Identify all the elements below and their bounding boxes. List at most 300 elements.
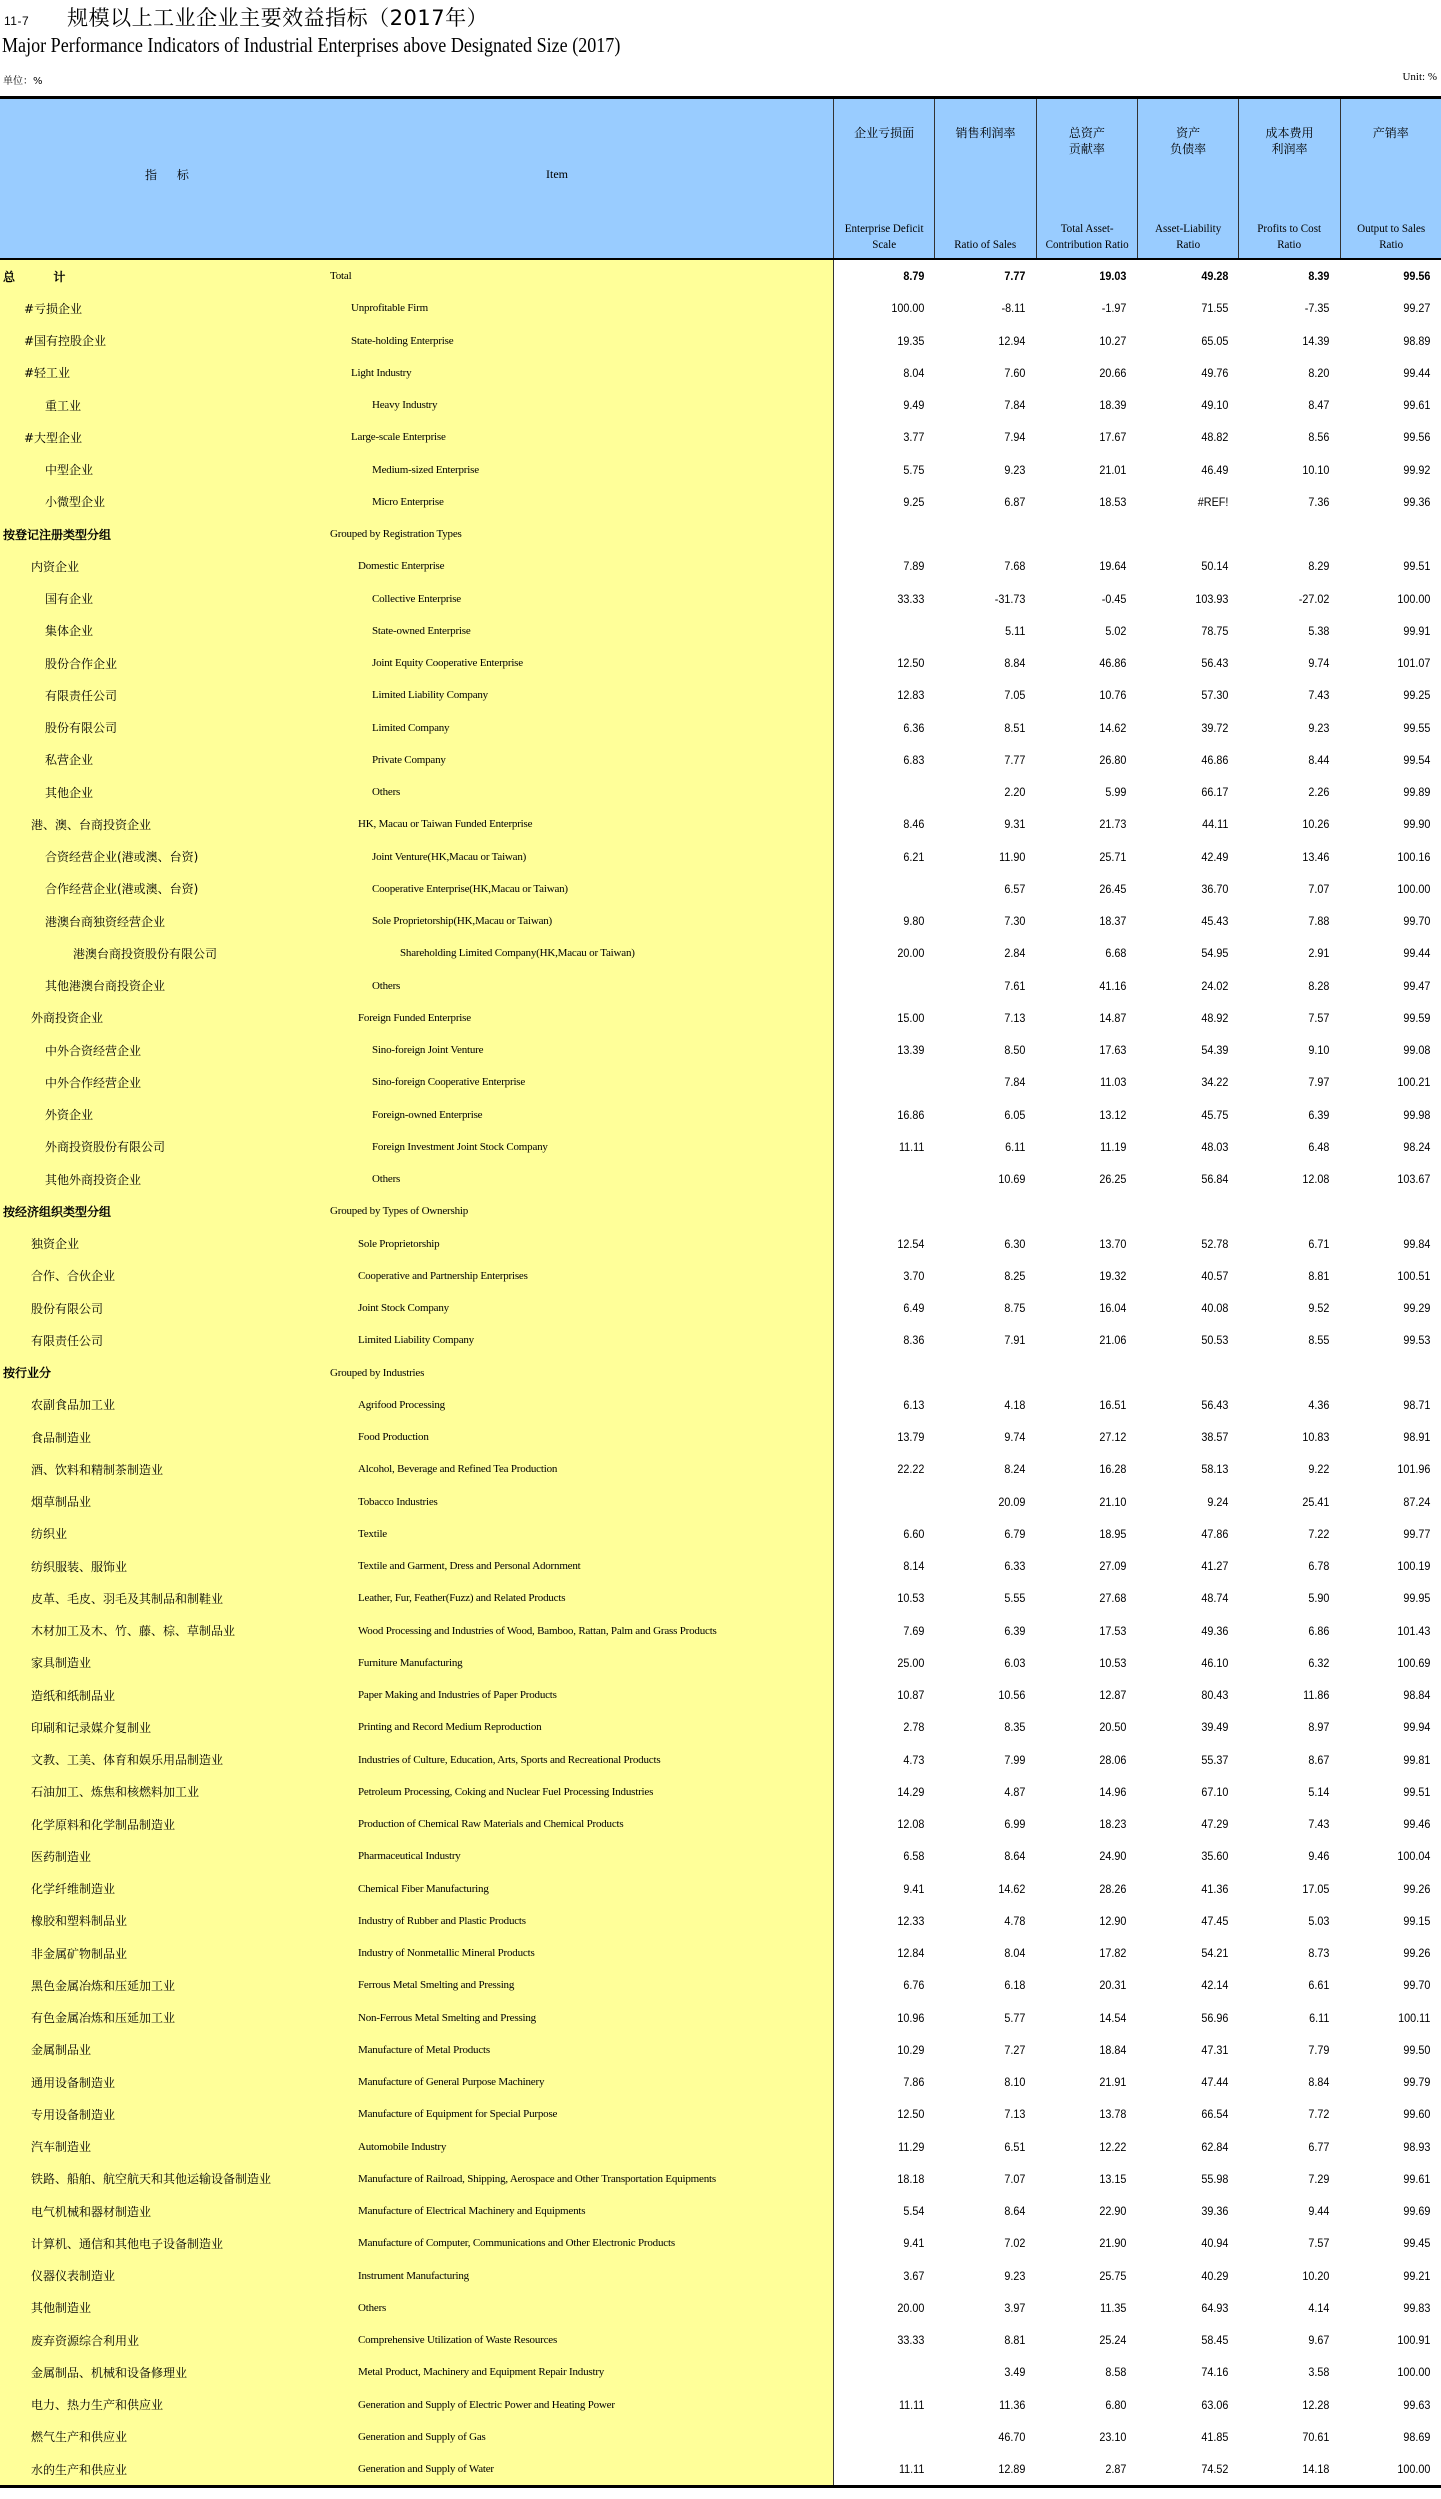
value-cell: 101.07 (1397, 656, 1431, 671)
value-cell: 103.67 (1397, 1172, 1431, 1187)
table-number: 11-7 (4, 14, 30, 28)
table-row-label (0, 2324, 833, 2356)
header-item-en: Item (546, 167, 568, 181)
value-cell: -8.11 (1001, 301, 1026, 316)
header-column-en: Enterprise Deficit Scale (844, 221, 924, 251)
table-body (0, 260, 1441, 2485)
table-row-label (0, 1550, 833, 1582)
table-title-cn (4, 2, 488, 32)
table-row-values (834, 2098, 1441, 2130)
value-cell: 28.26 (1099, 1881, 1127, 1896)
value-cell: 99.79 (1403, 2075, 1431, 2090)
table-row-label (0, 1615, 833, 1647)
value-cell: 16.04 (1099, 1301, 1127, 1316)
value-cell: 18.95 (1099, 1526, 1127, 1541)
value-cell: 74.52 (1200, 2462, 1228, 2477)
value-cell: 6.99 (1004, 1817, 1026, 1832)
value-cell: 8.75 (1004, 1301, 1026, 1316)
value-cell: 100.21 (1397, 1075, 1431, 1090)
row-label-cn: 合作、合伙企业 (31, 1269, 116, 1284)
value-cell: 3.49 (1004, 2365, 1026, 2380)
value-cell: 6.21 (903, 849, 925, 864)
row-label-cn: 有限责任公司 (31, 1333, 104, 1348)
row-label-cn: 国有企业 (45, 592, 94, 607)
row-label-en: Grouped by Types of Ownership (330, 1205, 469, 1218)
value-cell: 54.39 (1200, 1043, 1228, 1058)
value-cell: 3.70 (903, 1268, 925, 1283)
value-cell: 74.16 (1200, 2365, 1228, 2380)
value-cell: 5.03 (1308, 1913, 1330, 1928)
value-cell: 57.30 (1200, 688, 1228, 703)
value-cell: 6.11 (1308, 2010, 1330, 2025)
value-cell: 48.74 (1200, 1591, 1228, 1606)
value-cell: 18.23 (1099, 1817, 1127, 1832)
row-label-cn: 电力、热力生产和供应业 (31, 2398, 164, 2413)
value-cell: 10.87 (897, 1688, 925, 1703)
value-cell: 21.06 (1099, 1333, 1127, 1348)
table-row-values (834, 1518, 1441, 1550)
table-row-label (0, 2034, 833, 2066)
row-label-en: Ferrous Metal Smelting and Pressing (358, 1979, 515, 1992)
value-cell: 9.24 (1206, 1494, 1228, 1509)
table-row-label (0, 486, 833, 518)
row-label-cn: 燃气生产和供应业 (31, 2430, 128, 2445)
table-row-label (0, 583, 833, 615)
table-row-values (834, 2163, 1441, 2195)
row-label-cn: 港澳台商投资股份有限公司 (73, 946, 218, 961)
value-cell: 18.18 (897, 2171, 925, 2186)
table-row-values (834, 1002, 1441, 1034)
value-cell: 14.18 (1302, 2462, 1330, 2477)
row-label-cn: 独资企业 (31, 1237, 80, 1252)
value-cell: 5.77 (1004, 2010, 1026, 2025)
value-cell: 99.26 (1403, 1946, 1431, 1961)
row-label-en: Production of Chemical Raw Materials and Chemical Products (358, 1818, 624, 1831)
value-cell: 8.81 (1308, 1268, 1330, 1283)
value-cell: 18.39 (1099, 398, 1127, 413)
row-label-cn: 医药制造业 (31, 1849, 92, 1864)
table-row-values (834, 808, 1441, 840)
row-label-cn: 私营企业 (45, 753, 94, 768)
row-label-en: Agrifood Processing (358, 1398, 445, 1411)
table-row-label (0, 421, 833, 453)
value-cell: 11.29 (898, 2139, 925, 2154)
table-row-label (0, 2131, 833, 2163)
value-cell: 99.08 (1403, 1043, 1431, 1058)
value-cell: 14.54 (1099, 2010, 1127, 2025)
value-cell: 100.16 (1397, 849, 1431, 864)
table-row-label (0, 841, 833, 873)
value-cell: 9.46 (1308, 1849, 1330, 1864)
row-label-en: Printing and Record Medium Reproduction (358, 1721, 542, 1734)
value-cell: 7.77 (1004, 752, 1026, 767)
table-row-values (834, 1453, 1441, 1485)
value-cell: 100.00 (1397, 2365, 1431, 2380)
value-cell: 46.86 (1099, 656, 1127, 671)
value-cell: 99.91 (1403, 623, 1431, 638)
value-cell: 8.10 (1004, 2075, 1026, 2090)
value-cell: 14.62 (1099, 720, 1127, 735)
value-cell: 12.84 (897, 1946, 925, 1961)
row-label-cn: 合作经营企业(港或澳、台资) (45, 882, 199, 897)
table-row-label (0, 2421, 833, 2453)
indicators-table (0, 96, 1441, 2488)
table-row-label (0, 2227, 833, 2259)
value-cell: 9.23 (1004, 2268, 1026, 2283)
table-row-label (0, 2292, 833, 2324)
value-cell: 99.21 (1403, 2268, 1431, 2283)
value-cell: 7.94 (1004, 430, 1026, 445)
table-row-values (834, 937, 1441, 969)
row-label-cn: 仪器仪表制造业 (31, 2269, 116, 2284)
value-cell: 19.64 (1099, 559, 1127, 574)
table-row-values (834, 1260, 1441, 1292)
value-cell: 9.80 (903, 914, 925, 929)
table-row-values (834, 1615, 1441, 1647)
table-row-label (0, 1453, 833, 1485)
value-cell: 8.73 (1308, 1946, 1330, 1961)
table-row-values (834, 615, 1441, 647)
value-cell: 14.29 (897, 1784, 925, 1799)
value-cell: 6.39 (1308, 1107, 1330, 1122)
table-row-label (0, 970, 833, 1002)
table-row-label (0, 2389, 833, 2421)
table-row-values (834, 2356, 1441, 2388)
row-label-cn: 按登记注册类型分组 (3, 527, 112, 542)
value-cell: 99.98 (1403, 1107, 1431, 1122)
value-cell: 19.03 (1099, 269, 1127, 284)
value-cell: 7.27 (1004, 2042, 1026, 2057)
value-cell: 4.18 (1004, 1397, 1026, 1412)
table-row-values (834, 357, 1441, 389)
table-row-values (834, 1034, 1441, 1066)
value-cell: 17.05 (1302, 1881, 1330, 1896)
row-label-cn: 石油加工、炼焦和核燃料加工业 (31, 1785, 200, 1800)
value-cell: 40.57 (1200, 1268, 1228, 1283)
table-row-label (0, 1776, 833, 1808)
value-cell: 5.90 (1308, 1591, 1330, 1606)
row-label-cn: 其他制造业 (31, 2301, 92, 2316)
value-cell: 18.37 (1099, 914, 1127, 929)
header-column (935, 99, 1036, 258)
row-label-en: Manufacture of Metal Products (358, 2043, 490, 2056)
row-label-cn: 金属制品、机械和设备修理业 (31, 2365, 188, 2380)
value-cell: 14.87 (1099, 1010, 1127, 1025)
value-cell: 6.48 (1308, 1139, 1330, 1154)
table-row-label (0, 389, 833, 421)
value-cell: 21.91 (1099, 2075, 1127, 2090)
value-cell: 5.38 (1308, 623, 1330, 638)
value-cell: 6.80 (1105, 2397, 1127, 2412)
value-cell: 10.76 (1099, 688, 1127, 703)
value-cell: 2.26 (1308, 785, 1330, 800)
value-cell: 99.92 (1403, 462, 1431, 477)
table-row-label (0, 1647, 833, 1679)
table-row-values (834, 1873, 1441, 1905)
header-column-cn: 企业亏损面 (854, 126, 915, 140)
value-cell: 26.25 (1099, 1172, 1127, 1187)
value-cell: 41.85 (1200, 2429, 1228, 2444)
table-header (0, 99, 1441, 260)
value-cell: 25.75 (1099, 2268, 1127, 2283)
value-cell: 99.54 (1403, 752, 1431, 767)
value-cell: 5.14 (1308, 1784, 1330, 1799)
value-cell: 16.28 (1099, 1462, 1127, 1477)
value-cell: 14.39 (1302, 333, 1330, 348)
value-cell: 99.15 (1403, 1913, 1431, 1928)
table-row-values (834, 1937, 1441, 1969)
value-cell: 8.25 (1004, 1268, 1026, 1283)
row-label-cn: 铁路、船舶、航空航天和其他运输设备制造业 (31, 2172, 272, 2187)
value-cell: 98.71 (1403, 1397, 1431, 1412)
row-label-cn: 废弃资源综合利用业 (31, 2333, 140, 2348)
value-cell: 21.73 (1099, 817, 1127, 832)
value-cell: 6.13 (903, 1397, 925, 1412)
value-cell: 10.26 (1302, 817, 1330, 832)
value-cell: 6.60 (903, 1526, 925, 1541)
row-label-cn: 印刷和记录媒介复制业 (31, 1720, 152, 1735)
value-cell: 99.51 (1403, 559, 1431, 574)
row-label-cn: 纺织服装、服饰业 (31, 1559, 128, 1574)
table-row-label (0, 808, 833, 840)
table-row-values (834, 454, 1441, 486)
value-cell: 44.11 (1201, 817, 1228, 832)
value-cell: 99.36 (1403, 494, 1431, 509)
value-cell: 47.31 (1200, 2042, 1228, 2057)
value-cell: 33.33 (897, 2333, 925, 2348)
header-column-en: Asset-Liability Ratio (1155, 221, 1222, 251)
value-cell: 100.00 (1397, 591, 1431, 606)
value-cell: 8.84 (1308, 2075, 1330, 2090)
value-cell: 6.86 (1308, 1623, 1330, 1638)
row-label-en: Domestic Enterprise (358, 560, 445, 573)
value-cell: 7.43 (1308, 688, 1330, 703)
table-row-label (0, 712, 833, 744)
value-cell: 2.20 (1004, 785, 1026, 800)
value-cell: 101.43 (1397, 1623, 1431, 1638)
value-cell: 13.15 (1099, 2171, 1127, 2186)
value-cell: 16.86 (897, 1107, 925, 1122)
value-cell: 66.17 (1200, 785, 1228, 800)
value-cell: 6.78 (1308, 1559, 1330, 1574)
table-row-values (834, 518, 1441, 550)
table-row-label (0, 2356, 833, 2388)
value-cell: -31.73 (994, 591, 1026, 606)
value-cell: 98.69 (1403, 2429, 1431, 2444)
value-cell: 71.55 (1200, 301, 1228, 316)
row-label-en: Foreign Funded Enterprise (358, 1011, 471, 1024)
table-title-en: Major Performance Indicators of Industrial Enterprises above Designated Size (2017) (2, 33, 621, 57)
row-label-en: Textile (358, 1527, 387, 1540)
table-row-label (0, 550, 833, 582)
table-row-values (834, 1679, 1441, 1711)
value-cell: 20.00 (897, 2300, 925, 2315)
value-cell: 99.69 (1403, 2204, 1431, 2219)
row-label-cn: #轻工业 (24, 366, 71, 381)
value-cell: 8.55 (1308, 1333, 1330, 1348)
table-row-label (0, 905, 833, 937)
table-row-label (0, 615, 833, 647)
table-row-label (0, 1679, 833, 1711)
header-column-en: Total Asset-Contribution Ratio (1045, 221, 1129, 251)
value-cell: 24.90 (1099, 1849, 1127, 1864)
table-row-label (0, 454, 833, 486)
row-label-en: Grouped by Industries (330, 1366, 425, 1379)
value-cell: 99.94 (1403, 1720, 1431, 1735)
value-cell: 5.55 (1004, 1591, 1026, 1606)
value-cell: 48.82 (1200, 430, 1228, 445)
value-cell: 28.06 (1099, 1752, 1127, 1767)
row-label-en: Food Production (358, 1431, 429, 1444)
row-label-en: Manufacture of Equipment for Special Purpose (358, 2108, 558, 2121)
value-cell: 6.39 (1004, 1623, 1026, 1638)
value-cell: 8.36 (903, 1333, 925, 1348)
value-cell: 27.68 (1099, 1591, 1127, 1606)
row-label-en: Large-scale Enterprise (351, 431, 446, 444)
value-cell: 6.58 (903, 1849, 925, 1864)
row-label-cn: 电气机械和器材制造业 (31, 2204, 152, 2219)
value-cell: 10.53 (1099, 1655, 1127, 1670)
value-cell: 25.41 (1302, 1494, 1330, 1509)
header-column-cn: 成本费用 利润率 (1265, 126, 1314, 156)
value-cell: 7.89 (903, 559, 925, 574)
value-cell: 11.19 (1100, 1139, 1127, 1154)
value-cell: 20.31 (1099, 1978, 1127, 1993)
value-cell: 3.67 (903, 2268, 925, 2283)
table-row-label (0, 744, 833, 776)
table-row-values (834, 583, 1441, 615)
row-label-cn: 化学原料和化学制品制造业 (31, 1817, 176, 1832)
value-cell: 7.91 (1004, 1333, 1026, 1348)
table-row-label (0, 2260, 833, 2292)
table-row-values (834, 2421, 1441, 2453)
value-cell: 49.36 (1200, 1623, 1228, 1638)
row-label-en: Others (372, 1173, 401, 1186)
value-cell: 8.47 (1308, 398, 1330, 413)
value-cell: 17.82 (1099, 1946, 1127, 1961)
values-columns (834, 260, 1441, 2485)
value-cell: 6.51 (1004, 2139, 1026, 2154)
value-cell: 9.52 (1308, 1301, 1330, 1316)
row-label-cn: 有限责任公司 (45, 688, 118, 703)
value-cell: 7.79 (1308, 2042, 1330, 2057)
value-cell: 7.86 (903, 2075, 925, 2090)
value-cell: 20.66 (1099, 365, 1127, 380)
value-cell: 47.45 (1200, 1913, 1228, 1928)
value-cell: 6.87 (1004, 494, 1026, 509)
value-cell: 40.29 (1200, 2268, 1228, 2283)
row-label-cn: 外商投资企业 (31, 1011, 104, 1026)
value-cell: 13.39 (897, 1043, 925, 1058)
value-cell: 14.62 (998, 1881, 1026, 1896)
value-cell: 100.91 (1397, 2333, 1431, 2348)
value-cell: 13.70 (1099, 1236, 1127, 1251)
value-cell: 50.53 (1200, 1333, 1228, 1348)
value-cell: 67.10 (1200, 1784, 1228, 1799)
value-cell: 100.04 (1397, 1849, 1431, 1864)
value-cell: 9.41 (903, 1881, 925, 1896)
value-cell: 9.23 (1004, 462, 1026, 477)
value-cell: 12.89 (998, 2462, 1026, 2477)
table-row-label (0, 873, 833, 905)
table-row-label (0, 1518, 833, 1550)
value-cell: 27.12 (1099, 1430, 1127, 1445)
value-cell: 8.24 (1004, 1462, 1026, 1477)
row-label-cn: 专用设备制造业 (31, 2107, 116, 2122)
value-cell: 7.69 (903, 1623, 925, 1638)
value-cell: 7.57 (1308, 2236, 1330, 2251)
value-cell: 6.57 (1004, 881, 1026, 896)
value-cell: 10.69 (998, 1172, 1026, 1187)
value-cell: 7.43 (1308, 1817, 1330, 1832)
row-label-cn: 家具制造业 (31, 1656, 92, 1671)
value-cell: 17.53 (1099, 1623, 1127, 1638)
row-label-en: Generation and Supply of Water (358, 2463, 494, 2476)
value-cell: 6.18 (1004, 1978, 1026, 1993)
value-cell: 99.29 (1403, 1301, 1431, 1316)
table-row-label (0, 1163, 833, 1195)
value-cell: 7.99 (1004, 1752, 1026, 1767)
value-cell: -0.45 (1102, 591, 1127, 606)
value-cell: 99.63 (1403, 2397, 1431, 2412)
value-cell: 54.21 (1200, 1946, 1228, 1961)
row-label-cn: 集体企业 (45, 624, 94, 639)
value-cell: 6.71 (1308, 1236, 1330, 1251)
table-row-label (0, 1937, 833, 1969)
row-label-en: Chemical Fiber Manufacturing (358, 1882, 489, 1895)
value-cell: #REF! (1197, 494, 1228, 509)
table-row-values (834, 1357, 1441, 1389)
table-row-values (834, 905, 1441, 937)
value-cell: 13.12 (1099, 1107, 1127, 1122)
row-label-en: Total (330, 270, 352, 283)
value-cell: 27.09 (1099, 1559, 1127, 1574)
table-row-values (834, 389, 1441, 421)
value-cell: 100.00 (891, 301, 925, 316)
row-label-cn: 酒、饮料和精制茶制造业 (31, 1462, 164, 1477)
value-cell: 8.64 (1004, 1849, 1026, 1864)
table-row-label (0, 1131, 833, 1163)
value-cell: 12.08 (1302, 1172, 1330, 1187)
row-label-en: Shareholding Limited Company(HK,Macau or Taiwan) (400, 947, 635, 960)
value-cell: 99.60 (1403, 2107, 1431, 2122)
value-cell: 99.44 (1403, 365, 1431, 380)
value-cell: 9.44 (1308, 2204, 1330, 2219)
value-cell: 4.87 (1004, 1784, 1026, 1799)
value-cell: 13.79 (897, 1430, 925, 1445)
value-cell: 99.27 (1403, 301, 1431, 316)
value-cell: 99.90 (1403, 817, 1431, 832)
value-cell: 7.07 (1308, 881, 1330, 896)
value-cell: -27.02 (1298, 591, 1330, 606)
table-row-values (834, 1099, 1441, 1131)
value-cell: 36.70 (1200, 881, 1228, 896)
table-row-values (834, 2453, 1441, 2485)
value-cell: 49.10 (1200, 398, 1228, 413)
value-cell: 64.93 (1200, 2300, 1228, 2315)
table-row-label (0, 1228, 833, 1260)
row-label-en: Industries of Culture, Education, Arts, Sports and Recreational Products (358, 1753, 661, 1766)
header-column (1138, 99, 1239, 258)
value-cell: 8.97 (1308, 1720, 1330, 1735)
value-cell: 22.90 (1099, 2204, 1127, 2219)
value-cell: 52.78 (1200, 1236, 1228, 1251)
value-cell: 6.11 (1005, 1139, 1026, 1154)
value-cell: 6.30 (1004, 1236, 1026, 1251)
value-cell: 25.71 (1099, 849, 1127, 864)
value-cell: 99.83 (1403, 2300, 1431, 2315)
table-row-label (0, 1744, 833, 1776)
